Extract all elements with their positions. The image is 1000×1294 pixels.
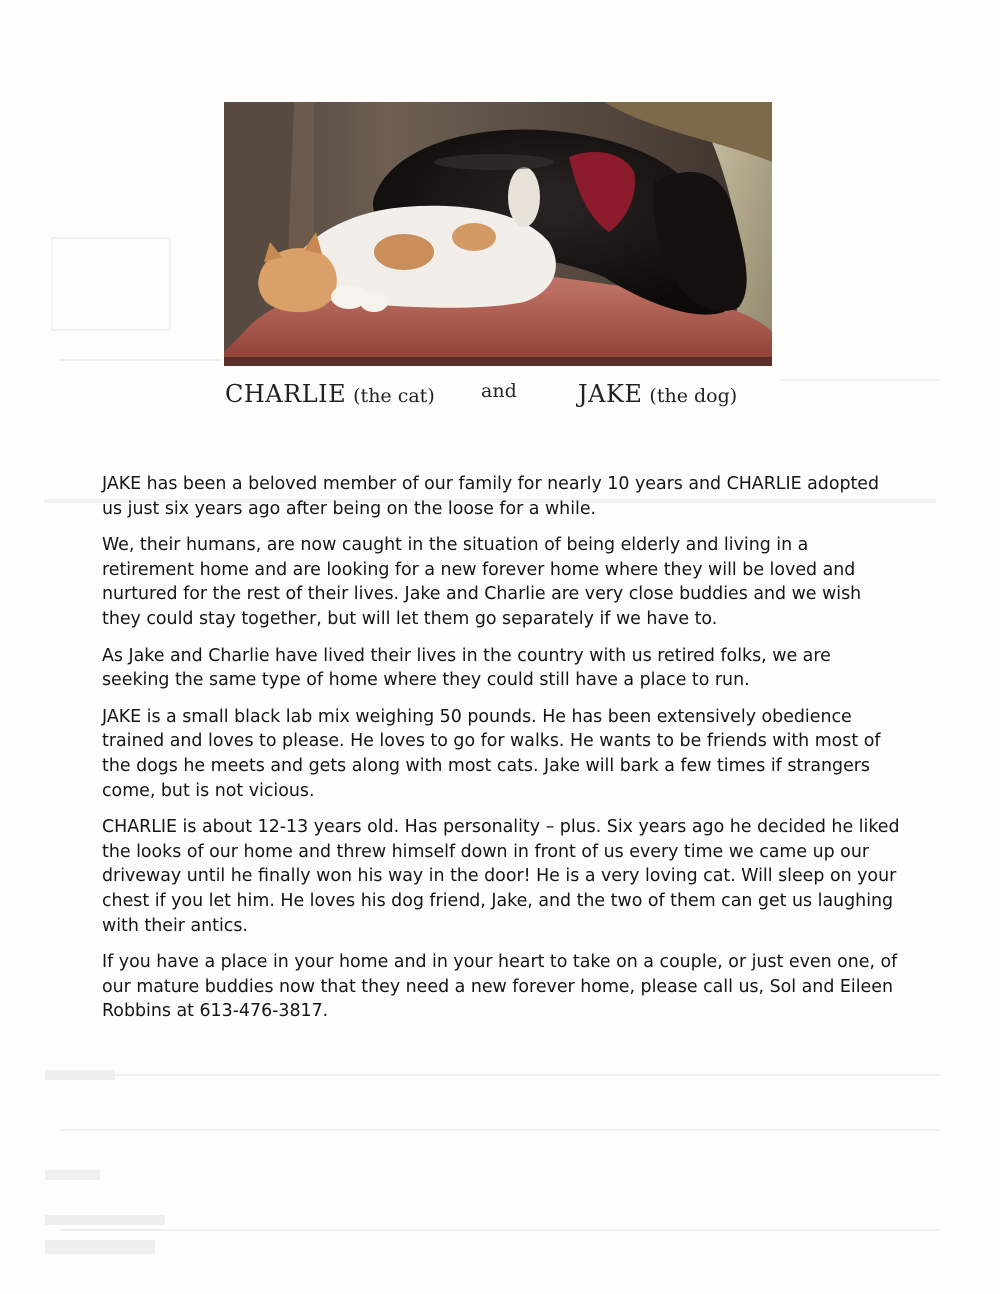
paragraph-contact: If you have a place in your home and in your heart to take on a couple, or just even one, of our mature buddies now that they need a new forever home, please call us, Sol and Eileen Robbins at 613-476-3817. <box>102 952 898 1022</box>
caption-cat-name: CHARLIE <box>225 380 347 408</box>
caption-and: and <box>481 380 517 402</box>
photo-caption <box>0 380 1000 414</box>
charlie-and-jake-photo <box>224 102 772 366</box>
caption-cat <box>225 380 435 408</box>
caption-dog-name: JAKE <box>578 380 643 408</box>
caption-dog <box>578 380 737 408</box>
photo-illustration <box>224 102 772 366</box>
paragraph-charlie: CHARLIE is about 12-13 years old. Has personality – plus. Six years ago he decided he liked the looks of our home and threw himself down in front of us every time we came up our driveway until he finally won his way in the door! He is a very loving cat. Will sleep on your chest if you let him. He loves his dog friend, Jake, and the two of them can get us laughing with their antics. <box>102 817 900 936</box>
paragraph-home-type: As Jake and Charlie have lived their lives in the country with us retired folks, we are seeking the same type of home where they could still have a place to run. <box>102 645 831 691</box>
paragraph-intro: JAKE has been a beloved member of our family for nearly 10 years and CHARLIE adopted us just six years ago after being on the loose for a while. <box>102 474 880 519</box>
letter-body <box>102 472 902 1036</box>
paragraph-situation: We, their humans, are now caught in the situation of being elderly and living in a retirement home and are looking for a new forever home where they will be loved and nurtured for the rest of their lives. Jake and Charlie are very close buddies and we wish they could stay together, but will let them go separately if we have to. <box>102 535 862 629</box>
caption-dog-note: (the dog) <box>649 385 738 407</box>
paragraph-jake: JAKE is a small black lab mix weighing 50 pounds. He has been extensively obedience trained and loves to please. He loves to go for walks. He wants to be friends with most of the dogs he meets and gets along with most cats. Jake will bark a few times if strangers come, but is not vicious. <box>102 706 881 801</box>
caption-cat-note: (the cat) <box>353 385 435 407</box>
